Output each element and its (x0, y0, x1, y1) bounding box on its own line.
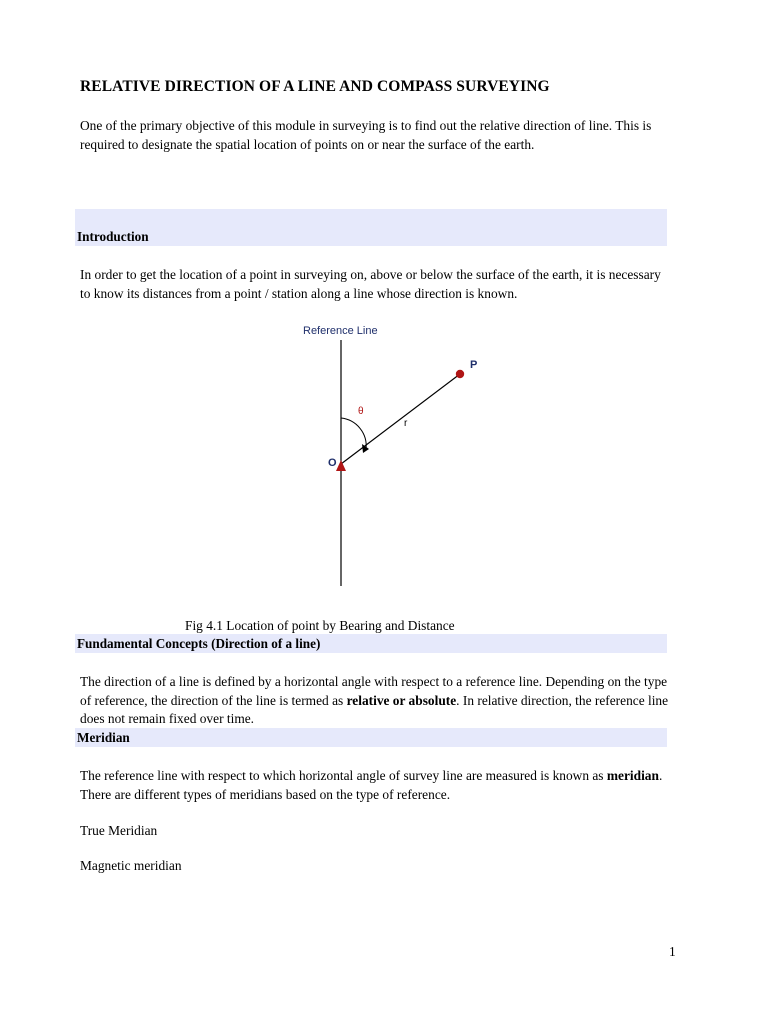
station-o-label: O (328, 457, 337, 469)
meridian-heading: Meridian (77, 730, 130, 745)
introduction-paragraph: In order to get the location of a point in surveying on, above or below the surface of the earth, it is necessary to know its distances from a point / station along a line whose direction is known. (80, 267, 661, 301)
fundamental-heading-band (75, 634, 667, 653)
meridian-type-magnetic: Magnetic meridian (80, 858, 182, 873)
reference-line-label: Reference Line (303, 325, 378, 337)
intro-paragraph: One of the primary objective of this module in surveying is to find out the relative direction of line. This is required to designate the spatial location of points on or near the surface of the earth. (80, 118, 652, 152)
introduction-heading-band (75, 209, 667, 246)
fundamental-paragraph (80, 673, 670, 729)
distance-r-label: r (404, 418, 408, 429)
meridian-text-1: The reference line with respect to which horizontal angle of survey line are measured is known as (80, 768, 607, 783)
fundamental-heading: Fundamental Concepts (Direction of a line) (77, 636, 321, 651)
meridian-text-bold: meridian (606, 768, 659, 783)
meridian-paragraph (80, 767, 670, 804)
meridian-type-true: True Meridian (80, 823, 158, 838)
page-number: 1 (669, 944, 676, 959)
angle-theta-label: θ (358, 406, 364, 417)
survey-line (341, 374, 460, 464)
figure-caption: Fig 4.1 Location of point by Bearing and Distance (185, 618, 455, 633)
fundamental-text-1: The direction of a line is defined by a horizontal angle with respect to a reference line. Depending on the type of reference, the direction of the line is termed as (80, 674, 668, 708)
point-p-marker (456, 370, 464, 378)
bearing-distance-figure (290, 318, 510, 590)
introduction-heading: Introduction (77, 229, 149, 244)
fundamental-text-bold: relative or absolute (346, 692, 457, 708)
page-title: RELATIVE DIRECTION OF A LINE AND COMPASS SURVEYING (80, 78, 550, 95)
point-p-label: P (470, 359, 478, 371)
meridian-text-2: . There are different types of meridians based on the type of reference. (80, 768, 663, 802)
fundamental-text-2: . In relative direction, the reference line does not remain fixed over time. (80, 692, 669, 726)
meridian-heading-band (75, 728, 667, 747)
